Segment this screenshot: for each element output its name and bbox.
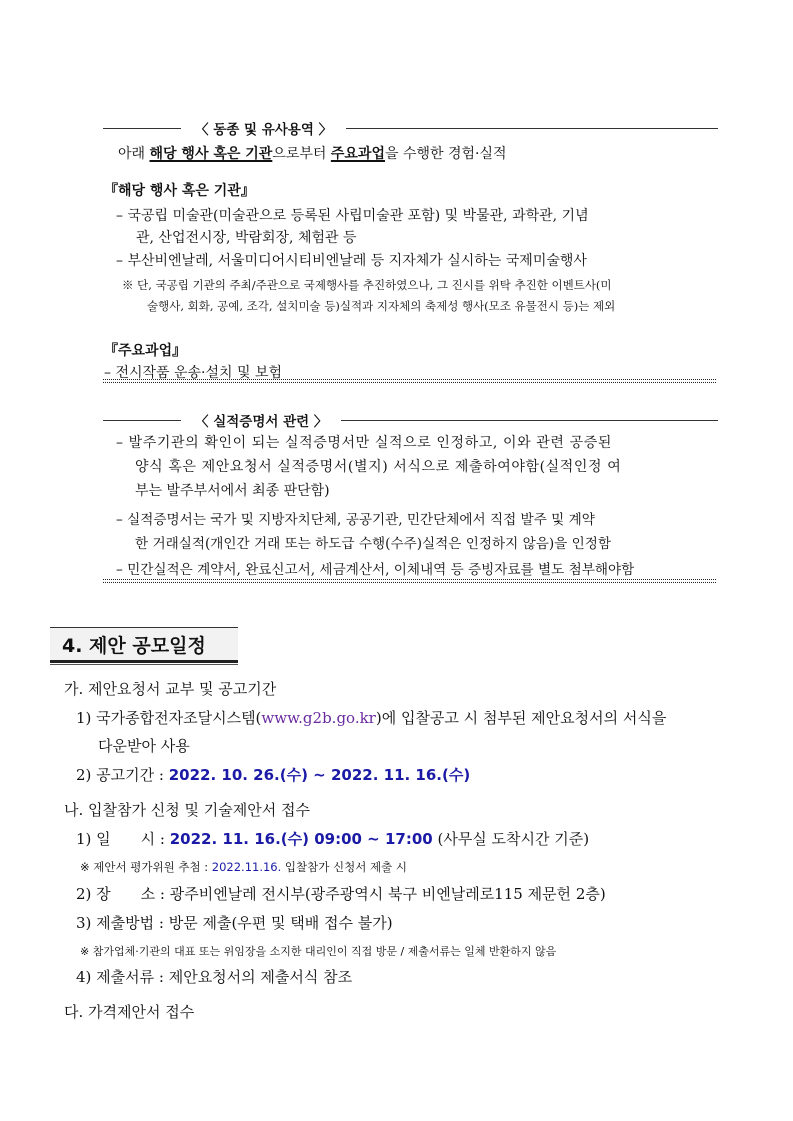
certificate-item-1-cont2: 부는 발주부서에서 최종 판단함) [135, 483, 330, 499]
submission-datetime-value: 2022. 11. 16.(수) 09:00 ~ 17:00 [169, 830, 433, 848]
certificate-item-2-cont: 한 거래실적(개인간 거래 또는 하도급 수행(수주)실적은 인정하지 않음)을 인정함 [135, 536, 611, 552]
section-4-title: 4. 제안 공모일정 [62, 634, 206, 657]
na-note-1: ※ 제안서 평가위원 추첨 : 2022.11.16. 입찰참가 신청서 제출 시 [80, 860, 407, 874]
intro-emphasis-task: 주요과업 [330, 146, 385, 162]
certificate-title: 〈 실적증명서 관련 〉 [195, 414, 328, 430]
similar-service-header [103, 118, 718, 138]
task-divider [103, 379, 716, 383]
ga-item-2: 2) 공고기간 : 2022. 10. 26.(수) ~ 2022. 11. 16.(수) [76, 766, 471, 784]
ga-item-1: 1) 국가종합전자조달시스템(www.g2b.go.kr)에 입찰공고 시 첨부된 제안요청서의 서식을 [76, 709, 667, 727]
certificate-item-2: – 실적증명서는 국가 및 지방자치단체, 공공기관, 민간단체에서 직접 발주 및 계약 [116, 512, 595, 528]
header-rule-left [103, 128, 181, 129]
subsection-na-label: 나. 입찰참가 신청 및 기술제안서 접수 [64, 801, 310, 819]
na-item-2: 2) 장 소 : 광주비엔날레 전시부(광주광역시 북구 비엔날레로115 제문헌 2층) [76, 885, 606, 903]
event-item-2: – 부산비엔날레, 서울미디어시티비엔날레 등 지자체가 실시하는 국제미술행사 [116, 253, 587, 269]
event-item-1-cont: 관, 산업전시장, 박람회장, 체험관 등 [136, 230, 357, 246]
certificate-item-1-cont: 양식 혹은 제안요청서 실적증명서(별지) 서식으로 제출하여야함(실적인정 여 [135, 459, 622, 475]
na-item-4: 4) 제출서류 : 제안요청서의 제출서식 참조 [76, 968, 353, 986]
ga-item-1-cont: 다운받아 사용 [98, 737, 190, 755]
task-item: – 전시작품 운송·설치 및 보험 [104, 365, 283, 381]
certificate-item-1: – 발주기관의 확인이 되는 실적증명서만 실적으로 인정하고, 이와 관련 공증된 [116, 435, 612, 451]
event-item-1: – 국공립 미술관(미술관으로 등록된 사립미술관 포함) 및 박물관, 과학관, 기념 [116, 208, 589, 224]
certificate-divider [103, 579, 716, 583]
g2b-link[interactable]: www.g2b.go.kr [261, 709, 376, 727]
event-note-2: 술행사, 회화, 공예, 조각, 설치미술 등)실적과 지자체의 축제성 행사(모조 유물전시 등)는 제외 [147, 299, 616, 313]
na-note-2: ※ 참가업체·기관의 대표 또는 위임장을 소지한 대리인이 직접 방문 / 제출서류는 일체 반환하지 않음 [80, 945, 557, 958]
similar-service-title: 〈 동종 및 유사용역 〉 [195, 122, 333, 138]
na-item-3: 3) 제출방법 : 방문 제출(우편 및 택배 접수 불가) [76, 914, 393, 932]
task-title: 『주요과업』 [104, 343, 187, 359]
similar-intro: 아래 해당 행사 혹은 기관으로부터 주요과업을 수행한 경험·실적 [118, 146, 507, 162]
intro-emphasis-event: 해당 행사 혹은 기관 [149, 146, 273, 162]
header-rule-right [341, 420, 718, 421]
certificate-item-3: – 민간실적은 계약서, 완료신고서, 세금계산서, 이체내역 등 증빙자료를 별도 첨부해야함 [116, 562, 635, 578]
event-title: 『해당 행사 혹은 기관』 [104, 183, 255, 199]
certificate-header [103, 410, 718, 430]
notice-period-value: 2022. 10. 26.(수) ~ 2022. 11. 16.(수) [168, 766, 471, 784]
na-item-1: 1) 일 시 : 2022. 11. 16.(수) 09:00 ~ 17:00 (사무실 도착시간 기준) [76, 830, 590, 848]
header-rule-left [103, 420, 181, 421]
evaluator-draw-date: 2022.11.16. [211, 860, 282, 874]
subsection-ga-label: 가. 제안요청서 교부 및 공고기간 [64, 680, 277, 698]
event-note-1: ※ 단, 국공립 기관의 주최/주관으로 국제행사를 추진하였으나, 그 진시를 위탁 추진한 이벤트사(미 [122, 278, 612, 292]
header-rule-right [346, 128, 718, 129]
section-4-heading [50, 627, 238, 663]
subsection-da-label: 다. 가격제안서 접수 [64, 1003, 195, 1021]
